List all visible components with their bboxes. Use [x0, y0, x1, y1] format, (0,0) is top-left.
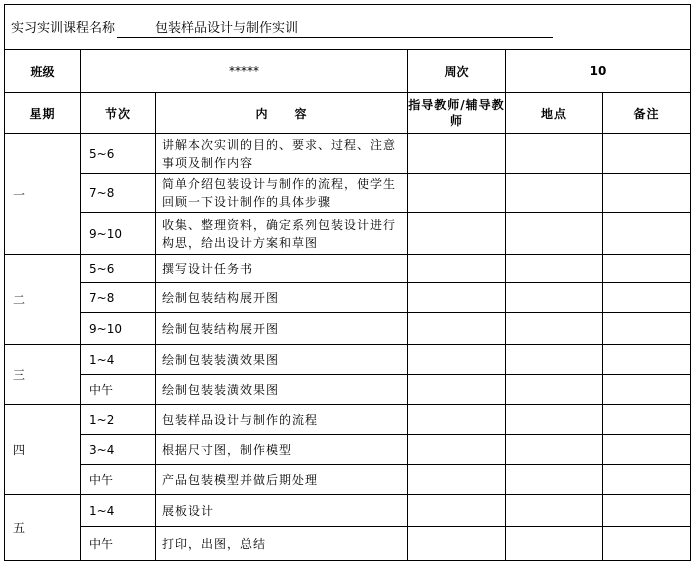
schedule-row: [5, 345, 691, 375]
class-label: 班级: [5, 50, 81, 93]
section-cell: 9~10: [81, 313, 156, 345]
content-cell: 简单介绍包装设计与制作的流程，使学生回顾一下设计制作的具体步骤: [156, 174, 408, 213]
schedule-row: [5, 375, 691, 405]
section-cell: 1~4: [81, 495, 156, 527]
teacher-cell: [408, 345, 506, 375]
teacher-cell: [408, 495, 506, 527]
note-cell: [603, 495, 691, 527]
schedule-row: [5, 465, 691, 495]
content-cell: 绘制包装装潢效果图: [156, 375, 408, 405]
schedule-row: [5, 495, 691, 527]
teacher-cell: [408, 313, 506, 345]
day-cell: 三: [5, 345, 81, 405]
section-cell: 7~8: [81, 174, 156, 213]
header-day: 星期: [5, 93, 81, 134]
content-cell: 收集、整理资料，确定系列包装设计进行构思，给出设计方案和草图: [156, 213, 408, 255]
location-cell: [506, 405, 603, 435]
content-cell: 包装样品设计与制作的流程: [156, 405, 408, 435]
content-cell: 绘制包装装潢效果图: [156, 345, 408, 375]
note-cell: [603, 134, 691, 174]
header-note: 备注: [603, 93, 691, 134]
note-cell: [603, 313, 691, 345]
teacher-cell: [408, 375, 506, 405]
location-cell: [506, 255, 603, 283]
header-row: [5, 93, 691, 134]
schedule-body: [5, 134, 691, 561]
class-value: *****: [81, 50, 408, 93]
note-cell: [603, 375, 691, 405]
teacher-cell: [408, 405, 506, 435]
schedule-row: [5, 134, 691, 174]
teacher-cell: [408, 174, 506, 213]
section-cell: 3~4: [81, 435, 156, 465]
content-cell: 打印，出图，总结: [156, 527, 408, 561]
content-cell: 绘制包装结构展开图: [156, 313, 408, 345]
location-cell: [506, 495, 603, 527]
location-cell: [506, 174, 603, 213]
content-cell: 讲解本次实训的目的、要求、过程、注意事项及制作内容: [156, 134, 408, 174]
section-cell: 9~10: [81, 213, 156, 255]
location-cell: [506, 213, 603, 255]
note-cell: [603, 283, 691, 313]
section-cell: 1~4: [81, 345, 156, 375]
section-cell: 中午: [81, 527, 156, 561]
section-cell: 中午: [81, 465, 156, 495]
note-cell: [603, 213, 691, 255]
course-name: 包装样品设计与制作实训: [117, 21, 553, 38]
header-teacher: 指导教师/辅导教师: [408, 93, 506, 134]
teacher-cell: [408, 527, 506, 561]
week-value: 10: [506, 50, 691, 93]
day-cell: 四: [5, 405, 81, 495]
header-section: 节次: [81, 93, 156, 134]
note-cell: [603, 465, 691, 495]
schedule-row: [5, 527, 691, 561]
location-cell: [506, 134, 603, 174]
day-cell: 五: [5, 495, 81, 561]
location-cell: [506, 313, 603, 345]
day-cell: 二: [5, 255, 81, 345]
header-location: 地点: [506, 93, 603, 134]
section-cell: 5~6: [81, 134, 156, 174]
schedule-row: [5, 435, 691, 465]
section-cell: 5~6: [81, 255, 156, 283]
header-content: 内 容: [156, 93, 408, 134]
teacher-cell: [408, 255, 506, 283]
schedule-row: [5, 174, 691, 213]
day-cell: 一: [5, 134, 81, 255]
note-cell: [603, 345, 691, 375]
section-cell: 1~2: [81, 405, 156, 435]
location-cell: [506, 283, 603, 313]
teacher-cell: [408, 283, 506, 313]
note-cell: [603, 435, 691, 465]
schedule-row: [5, 255, 691, 283]
location-cell: [506, 435, 603, 465]
location-cell: [506, 527, 603, 561]
schedule-row: [5, 213, 691, 255]
content-cell: 产品包装模型并做后期处理: [156, 465, 408, 495]
location-cell: [506, 345, 603, 375]
location-cell: [506, 375, 603, 405]
content-cell: 绘制包装结构展开图: [156, 283, 408, 313]
section-cell: 中午: [81, 375, 156, 405]
schedule-row: [5, 283, 691, 313]
schedule-row: [5, 405, 691, 435]
section-cell: 7~8: [81, 283, 156, 313]
teacher-cell: [408, 134, 506, 174]
info-row: [5, 50, 691, 93]
teacher-cell: [408, 465, 506, 495]
content-cell: 展板设计: [156, 495, 408, 527]
note-cell: [603, 405, 691, 435]
schedule-table: [4, 4, 691, 561]
course-title-label: 实习实训课程名称: [11, 20, 116, 36]
teacher-cell: [408, 435, 506, 465]
title-cell: [5, 5, 691, 50]
content-cell: 撰写设计任务书: [156, 255, 408, 283]
content-cell: 根据尺寸图，制作模型: [156, 435, 408, 465]
week-label: 周次: [408, 50, 506, 93]
note-cell: [603, 527, 691, 561]
teacher-cell: [408, 213, 506, 255]
location-cell: [506, 465, 603, 495]
note-cell: [603, 255, 691, 283]
title-row: [5, 5, 691, 50]
note-cell: [603, 174, 691, 213]
schedule-row: [5, 313, 691, 345]
